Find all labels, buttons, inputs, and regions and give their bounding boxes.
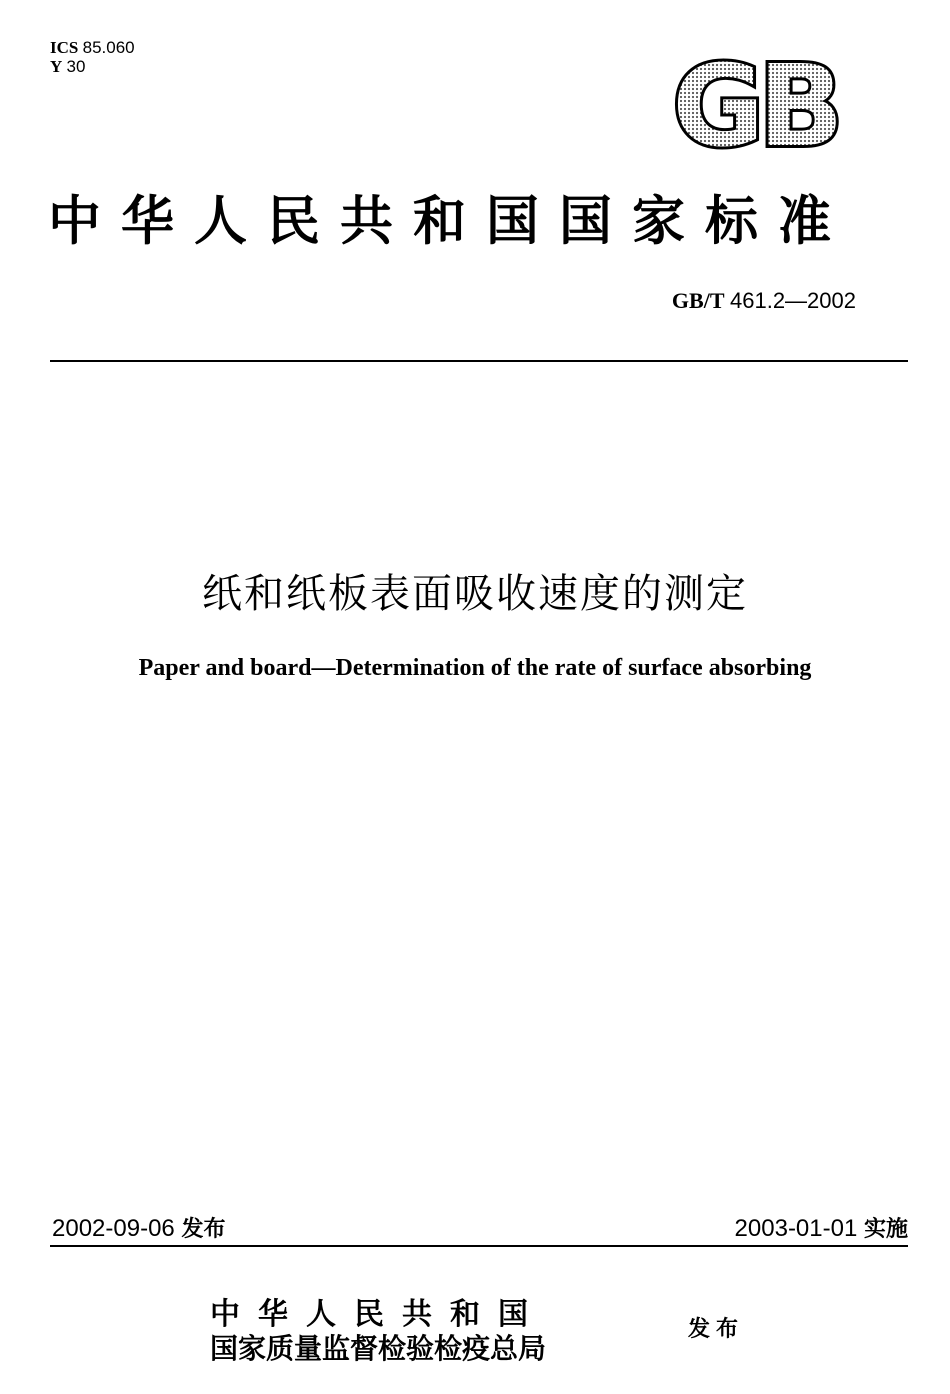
issue-date	[52, 1212, 225, 1243]
issue-date-label: 发布	[181, 1217, 226, 1242]
footer-divider	[50, 1245, 908, 1247]
classification-block	[50, 38, 135, 76]
ics-line	[50, 38, 135, 57]
header-divider	[50, 360, 908, 362]
ics-code: 85.060	[82, 38, 135, 57]
gb-logo-text: GB	[672, 55, 838, 155]
standard-number-rest: 461.2—2002	[730, 288, 856, 313]
effective-date-value: 2003-01-01	[734, 1215, 858, 1242]
ccs-line	[50, 57, 135, 76]
ics-label: ICS	[50, 38, 79, 57]
effective-date	[735, 1212, 908, 1243]
issuing-authority	[210, 1297, 745, 1366]
ccs-label: Y	[50, 57, 63, 76]
standard-category-title: 中华人民共和国国家标准	[48, 190, 851, 252]
gb-logo-icon	[655, 55, 855, 155]
issuer-action: 发布	[688, 1316, 745, 1342]
standard-number-prefix: GB/T	[671, 288, 725, 313]
standard-number	[672, 288, 856, 314]
document-title-en: Paper and board—Determination of the rate of surface absorbing	[138, 655, 812, 681]
issuer-line-2: 国家质量监督检验检疫总局	[210, 1332, 547, 1365]
issue-date-value: 2002-09-06	[52, 1215, 175, 1242]
document-title-cn: 纸和纸板表面吸收速度的测定	[202, 571, 748, 617]
issuer-line-1: 中华人民共和国	[210, 1297, 546, 1332]
effective-date-label: 实施	[863, 1217, 908, 1242]
ccs-code: 30	[66, 57, 86, 76]
